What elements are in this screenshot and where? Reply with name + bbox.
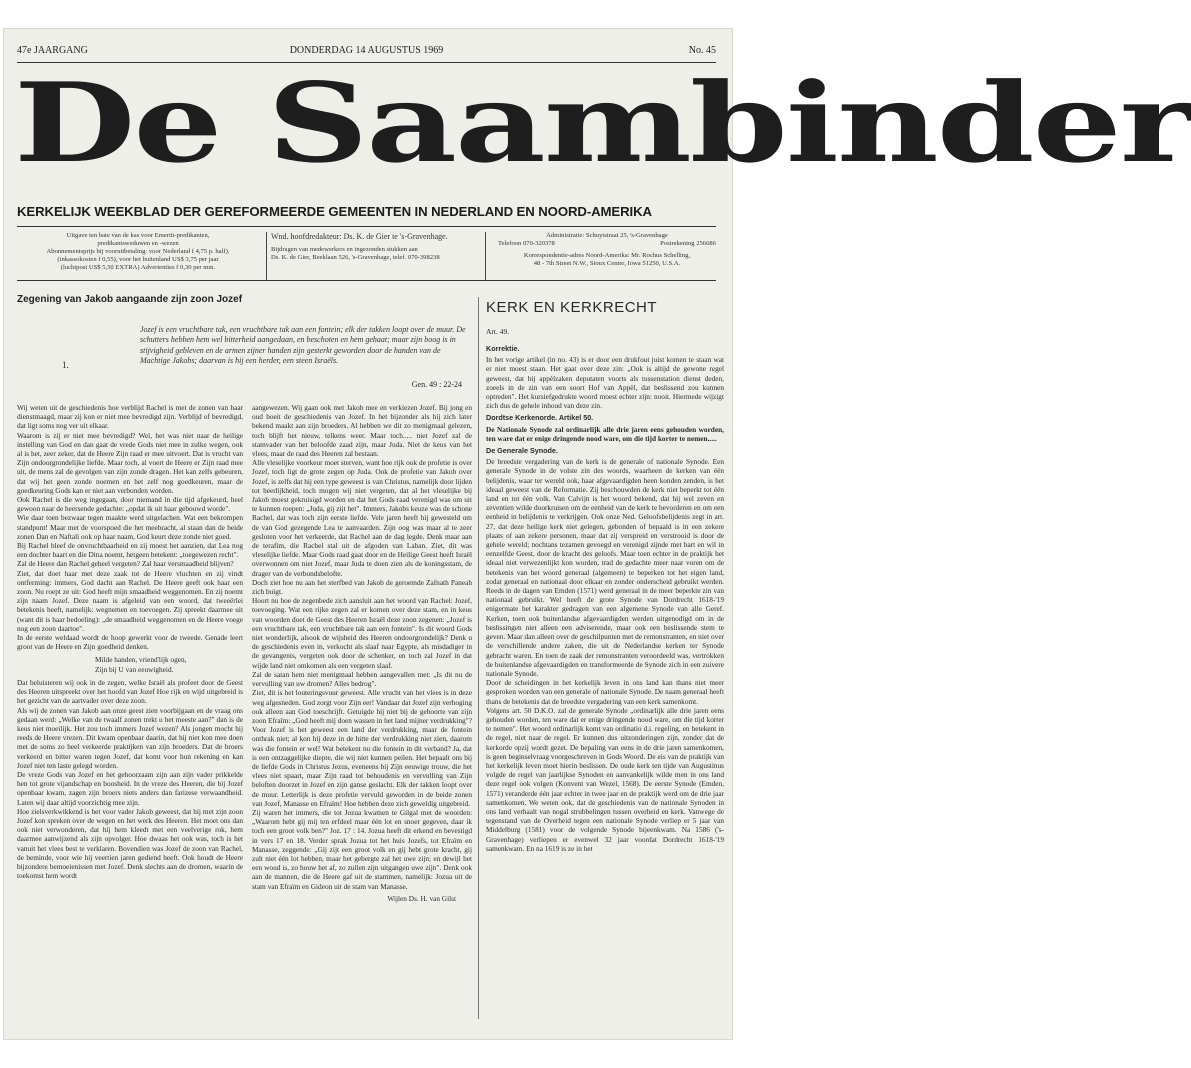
article-number: Art. 49.	[486, 327, 510, 336]
kerkrecht-column: Korrektie. In het vorige artikel (in no. 43) is er door een drukfout juist komen te staan wat er niet moest staan. Het gaat over deze zin: „Ook is altijd de gewone regel geweest, dat bij appèlzaken deputaten voorts als tussenstation dienst deden, zoeels in de zin van een soort Hof van Appèl, dat beslissend zou kunnen optreden". Het kursiefgedrukte woord moest echter zijn: nooit. Hiermede wijzigt zich dus de gehele inhoud van deze zin. Dordtse Kerkenorde. Artikel 50. De Nationale Synode zal ordinarlijk alle drie jaren eens gehouden worden, ten ware dat er enige dringende nood ware, om die tijd korter te nemen..... De Generale Synode. De breedste vergadering van de kerk is de generale of nationale Synode. Een generale Synode in de volste zin des woords, waarheen de kerken van één belijdenis, waar ter wereld ook, haar afgevaardigden heen konden zenden, is het ideaal geweest van de Reformatie. Zij beschouwden de kerk niet beperkt tot één land en tot één volk. Van Calvijn is het woord bekend, dat hij wel zeven en zeventien wilde doorkruisen om de eenheid van de kerk te bevorderen en om een eenheid in belijdenis te verkrijgen. Ook onze Ned. Geloofsbelijdenis zegt in art. 27, dat deze heilige kerk niet gelegen, gebonden of bepaald is in een zekere plaats of aan zekere personen, maar dat zij verspreid en verstrooid is door de gehele wereld; nochtans tezamen gevoegd en verenigd zijnde met hart en wil in eenzelfde Geest, door de kracht des geloofs. Maar toen echter in de praktijk het ideaal niet verwezenlijkt kon worden, trad de gedachte meer naar voren om de betekenis van het woord generaal (algemeen) te beperken tot het eigen land, zodat generaal en nationaal door elkaar en zonder onderscheid gebruikt werden. Reeds in de dagen van Emden (1571) werd generaal in de meer beperkte zin van nationaal gebruikt. Wel heeft de grote Synode van Dordrecht 1618-'19 enigermate het karakter gedragen van een algemene Synode van alle Geref. Kerken, toen ook buitenlandse afgevaardigden werden uitgenodigd om in de beslissingen niet alleen een adviserende, maar ook een beslissende stem te geven. Maar dan alleen over de geschilpunten met de remonstranten, en niet over de verschillende andere zaken, die uit de Nederlandse kerken ter Synode gebracht waren. En toen de zaak der remonstranten veroordeeld was, vertrokken de buitenlandse afgevaardigden en transformeerde de Synode zich in een zuivere nationale Synode. Door de scheidingen in het kerkelijk leven in ons land kan thans niet meer gesproken worden van een generale of nationale Synode. De naam generaal heeft thans de betekenis dat de breedste vergadering van een kerk samenkomt. Volgens art. 50 D.K.O. zal de generale Synode „ordinarlijk alle drie jaren eens gehouden worden, ten ware dat er enige dringende nood ware, om die tijd korter te nemen". Het woord ordinarlijk komt van ordinatio d.i. regeling, en betekent in de regel, niet naar de regel. Er kunnen dus uitzonderingen zijn, zonder dat de kerkorde opzij wordt gezet. De bepaling van eens in de drie jaren samenkomen, is geen beginselvraag voorgeschreven in Gods Woord. De eis van de praktijk van het kerkelijk leven moet hierin beslissen. De oude kerk ten tijde van Augustinus volgde de regel van jaarlijkse Synoden en aanvankelijk wilde men in ons land deze regel ook volgen (Konvent van Wezel, 1568). De eerste Synode (Emden, 1571) veranderde één jaar echter in twee jaar en de praktijk werd om de drie jaar samenkomen. We weten ook, dat de geschiedenis van de nationale Synoden in ons land verhaalt van nogal strubbelingen tussen overheid en kerk. Vanwege de tegenstand van de Overheid tegen een nationale Synode verliep er 5 jaar van Middelburg (1581) voor de volgende Synode bijeenkwam. Na 1586 ('s-Gravenhage) verliepen er evenwel 32 jaar voordat Dordrecht 1618-'19 samenkwam. En na 1619 is ze in het	[486, 344, 724, 853]
church-order-quote: De Nationale Synode zal ordinarlijk alle drie jaren eens gehouden worden, ten ware dat er enige dringende nood ware, om die tijd korter te nemen.....	[486, 424, 724, 443]
masthead-title: De Saambinder	[14, 59, 1191, 188]
poem-quote: Milde handen, vriend'lijk ogen, Zijn bij U van eeuwigheid.	[95, 655, 187, 674]
section-title: KERK EN KERKRECHT	[486, 299, 658, 316]
issue-number: No. 45	[688, 45, 716, 56]
masthead-subtitle: KERKELIJK WEEKBLAD DER GEREFORMEERDE GEMEENTEN IN NEDERLAND EN NOORD-AMERIKA	[17, 204, 652, 219]
volume-label: 47e JAARGANG	[17, 45, 88, 56]
editor-info: Wnd. hoofdredakteur: Ds. K. de Gier te 's-Gravenhage. Bijdragen van medewerkers en ingezonden stukken aan Ds. K. de Gier, Beeklaan 526, 's-Gravenhage, telef. 070-398238	[266, 232, 486, 280]
article-title: Zegening van Jakob aangaande zijn zoon Jozef	[17, 294, 243, 305]
column-divider	[478, 297, 479, 1019]
divider	[17, 226, 716, 227]
scripture-reference: Gen. 49 : 22-24	[411, 380, 462, 389]
publication-info: Uitgave ten bate van de kas voor Emeriti-predikanten, predikantsweduwen en -wezen Abonnementsprijs bij vooruitbetaling: voor Nederland f 4,75 p. half). (inkassokosten f 0,55), voor het buitenland US$ 3,75 per jaar (luchtpost US$ 5,50 EXTRA) Advertenties f 0,30 per mm.	[46, 232, 230, 271]
header-top-line	[17, 45, 716, 61]
church-order-heading: Dordtse Kerkenorde. Artikel 50.	[486, 413, 594, 423]
divider	[17, 280, 716, 281]
newspaper-page	[3, 28, 1191, 1040]
scripture-quote: Jozef is een vruchtbare tak, een vruchtbare tak aan een fontein; elk der takken loopt over de muur. De schutters hebben hem wel bitterheid aangedaan, en beschoten en hem gehaat; maar zijn boog is in stijvigheid gebleven en de armen zijner handen zijn gesterkt geworden door de handen van de Machtige Jakobs; daarvan is hij een herder, een steen Israëls.	[140, 325, 466, 365]
issue-date: DONDERDAG 14 AUGUSTUS 1969	[289, 45, 444, 56]
administration-info: Administratie: Schuytstraat 25, 's-Gravenhage Telefoon 070-320378 Postrekening 256686 Korrespondentie-adres Noord-Amerika: Mr. Rochus Schelling, 48 - 7th Street N.W., Sioux Center, Iowa 51250, U.S.A.	[498, 232, 716, 267]
article-column-2: aangewezen. Wij gaan ook met Jakob mee en verkiezen Jozef. Bij jong en oud boeit de geschiedenis van Jozef. In het bijzonder als hij zich later bekend maakt aan zijn broeders. Al hebben we dit zo menigmaal gelezen, toch blijft het nieuw, telkens weer. Maar toch..... niet Jozef zal de stamvader van het beloofde zaad zijn, maar Juda. Niet de keus van het vlees, maar de raad des Heeren zal bestaan. Alle vleselijke voorkeur moet sterven, want hoe rijk ook de profetie is over Jozef, toch ligt de grote zegen op Juda. Ook de profetie van Jakob over Jozef, is zelfs dat hij een type geweest is van Christus, namelijk door lijden tot heerlijkheid, toch mogen wij niet vergeten, dat al het vleselijke bij Jakob moest gekruisigd worden en dat het Gods raad verenigd was om uit te kunnen roepen: „Juda, gij zijt het". Immers, Jakobs keuze was de schone Rachel, dat was toch zijn eerste liefde. Vele jaren heeft hij gewesteld om de van God gezegende Lea te aanvaarden. Zijn oog was maar al te zeer gesloten voor het verkeerde, dat Rachel aan de dag legde. Denk maar aan de terafim, die Rachel stal uit de afgoden van Laban. Ziet, dit was vleselijke liefde. Maar Gods raad gaat door en de Heilige Geest heeft Israël overwonnen om niet Jozef, maar Juda te doen zien als de koningsstam, de drager van de verbondsbelofte. Doch ziet hoe nu aan het sterfbed van Jakob de geroemde Zafnath Paneah zich buigt. Hoort nu hoe de zegenbede zich aansluit aan het woord van Rachel: Jozef, toevoeging. Wat een rijke zegen zal er komen over deze stam, en in keus van woorden doet de Geest des Heeren Israël deze zoon zegenen: „Jozef is een vruchtbare tak, een vruchtbare tak aan een fontein". Is dit woord Gods niet wonderlijk, alsook de wijsheid des Heeren ondoorgrondelijk? Denk u de geschiedenis even in, verkocht als slaaf naar Egypte, als misdadiger in de gevangenis, vergeten ook door de schenker, en toch zal Jozef in dat wijde land niet omkomen als een vergeten slaaf. Zal de satan hem niet menigmaal hebben aangevallen met: „Is dit nu de vervulling van uw dromen? Alles bedrog". Ziet, dit is het louteringsvuur geweest. Alle vrucht van het vlees is in deze weg afgesneden. God zorgt voor Zijn eer! Vandaar dat Jozef zijn verhoging ook alleen aan God toeschrijft. Getuigde hij niet bij de geboorte van zijn zoon Efraïm: „God heeft mij doen wassen in het land mijner verdrukking"? Voor Jozef is het geweest een land der verdrukking, maar de fontein onthrak niet; al kon hij deze in de hitte der verdrukking niet zien, daarom was die fontein er wel! Wat betekent nu die fontein in dit verband? Ja, dat is een ontzaggelijke diepte, die wij niet kunnen peilen. Het bepaalt ons bij de liefde Gods in Christus Jezus, eveneens bij Zijn eeuwige trouw, die het vlees niet spaart, maar Zijn raad tot behoudenis en vervulling van Zijn beloften doorzet in Jozef en zijn ganse geslacht. Elk der takken loopt over de muur. Letterlijk is deze profetie vervuld geworden in de beide zonen van Jozef, Manasse en Efraïm! Hoe hebben deze zich geweldig uitgebreid. Zij waren het immers, die tot Jozua kwamen te Gilgal met de woorden: „Waarom hebt gij mij ten erfdeel maar één lot en snoer gegeven, daar ik toch een groot volk ben?" Joz. 17 : 14. Jozua heeft dit erkend en bevestigd in vers 17 en 18. Verder sprak Jozua tot het huis Jozefs, tot Efraïm en Manasse, zeggende: „Gij zijt een groot volk en gij hebt grote kracht, gij zult niet één lot hebben, maar het gebergte zal het uwe zijn; en dewijl het een woud is, zo houw het af, zo zullen zijn uitgangen uwe zijn". Denk ook aan de mannen, die de Heere gaf uit de stammen, namelijk: Jozua uit de stam van Efraïm en Gideon uit de stam van Manasse. Wijlen Ds. H. van Gilst	[252, 403, 472, 903]
article-signature: Wijlen Ds. H. van Gilst	[387, 893, 456, 903]
synod-heading: De Generale Synode.	[486, 446, 558, 456]
article-column-1: Wij weten uit de geschiedenis hoe verblijd Rachel is met de zonen van haar dienstmaagd, maar zij kon er niet mee bevredigd zijn. Verblijd of bevredigd, dat ligt soms nog ver uit elkaar. Waarom is zij er niet mee bevredigd? Wel, het was niet naar de heilige instelling van God en dan gaat de vrede Gods niet mee in zulke wegen, ook al is het, zeer zeker, dat de Heere Zijn raad er mee uitvoert. Dat is vrucht van Zijn ondoorgrondelijke liefde. Maar toch, al voert de Heere er Zijn raad mee uit, de mens zal de gevolgen van zijn zonde dragen. Het kan zelfs gebeuren, dat wij het geen zonde noemen en het zelf nog goedkeuren, maar de goedkeuring Gods kan er niet aan verbonden worden. Ook Rachel is die weg ingegaan, door niemand in die tijd afgekeurd, heel gewoon naar de heersende gedachte: „opdat ik uit haar gebouwd worde". Wie daar toen bezwaar tegen maakte werd uitgelachen. Wat een bekrompen standpunt! Maar met de voorspoed die het meebracht, al staan dan de beide zonen Dan en Naftali ook op haar naam, God keurt deze zonde niet goed. Bij Rachel bleef de onvruchtbaarheid en zij moest het aanzien, dat Lea nog een dochter baart en die Dina noemt, hetgeen betekent: „toegewezen recht". Zal de Heere dan Rachel geheel vergeten? Zal haar versmaadheid blijven? Ziet, dat doet haar met deze zaak tot de Heere vluchten en zij vindt ontferming: immers, God dacht aan Rachel. De Heere geeft ook haar een zoon. Nu roept ze uit: God heeft mijn smaadheid weggenomen. En zij noemt zijn naam Jozef. Deze naam is afgeleid van een woord, dat tweeërlei betekenis heeft, namelijk: wegnemen en toevoegen. Zij spreekt daarmee uit (want dit is haar bedoeling): „de smaadheid weggenomen en de Heere voege nog een zoon daartoe". In de eerste weldaad wordt de hoop gewerkt voor de tweede. Genade leert groot van de Heere en Zijn goedheid denken. Milde handen, vriend'lijk ogen, Zijn bij U van eeuwigheid. Dat beluisteren wij ook in de zegen, welke Israël als profeet door de Geest des Heeren uitspreekt over het hoofd van Jozef Hoe rijk en wijd uitgebreid is het gezicht van de aartvader over deze zoon. Als wij de zonen van Jakob aan onze geest zien voorbijgaan en de vraag ons gedaan werd: „Welke van de twaalf zonen trekt u het meeste aan?" dan is de keus niet moeilijk. Het zou toch immers Jozef wezen? Als jongen mocht hij reeds de Heere vrezen. Dit kwam openbaar daarin, dat hij niet kon mee doen met de soms zo heel verkeerde praktijken van zijn broeders. Dat de broers verkeerd en bitter waren tegen Jozef, dat komt voor hun rekening en kan Jozef niet ten laste gelegd worden. De vreze Gods van Jozef en het gehoorzaam zijn aan zijn vader prikkelde hen tot grote vijandschap en boosheid. In de vreze des Heeren, die bij Jozef openbaar kwam, zagen zijn broers niets anders dan farizese verwaandheid. Laten wij daar altijd voorzichtig mee zijn. Hoe zielsverkwikkend is het voor vader Jakob geweest, dat hij met zijn zoon Jozef kon spreken over de wegen en het werk des Heeren. Het moet ons dan ook niet verwonderen, dat hij hem kleedt met een veelverige rok, hem daarmee aanwijzend als zijn opvolger. Hoe dwaas het ook was, toch is het vanuit het vlees best te verklaren. Bovendien was Jozef de zoon van Rachel, de beminde, voor wie hij veertien jaren gediend heeft. Ook houdt de Heere bijzondere bemoeienissen met Jozef. Denk slechts aan de dromen, waarin de toekomst hem wordt	[17, 403, 243, 881]
correction-heading: Korrektie.	[486, 344, 520, 353]
verse-number: 1.	[62, 360, 69, 370]
